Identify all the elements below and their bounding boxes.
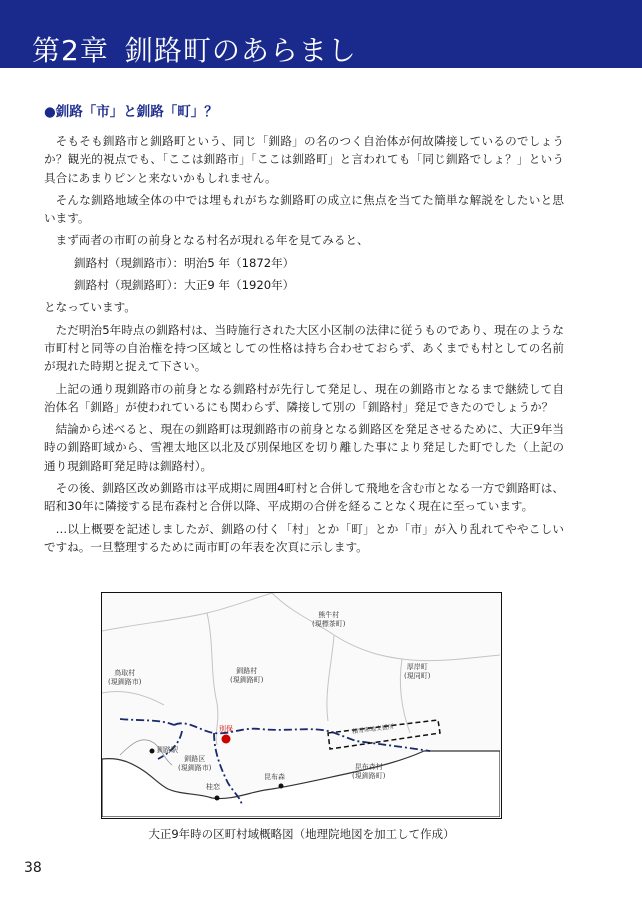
konbumori-marker [279, 784, 284, 789]
map-label-kushiro-village-line1: 釧路村 [236, 667, 258, 675]
katsuragi-marker [215, 796, 220, 801]
map-label-kushiro-ward [178, 755, 211, 773]
body-text [44, 132, 564, 556]
map-label-konbumori-village-line1: 昆布森村 [354, 763, 383, 771]
map-boundaries [102, 593, 500, 745]
map-label-kushiro-ward-line2: (現釧路市) [178, 764, 212, 772]
year-line-kushiro-city: 釧路村（現釧路市）：明治5 年（1872年） [74, 255, 295, 270]
district-map [101, 592, 502, 819]
coastline [102, 751, 500, 817]
map-label-tottori-line2: (現釧路市) [108, 678, 142, 686]
map-label-kushiro-village-line2: (現釧路町) [230, 676, 264, 684]
paragraph-4: となっています。 [44, 300, 136, 315]
map-label-office: 積雪寒地支援所 [351, 723, 395, 736]
paragraph-3: まず両者の市町の前身となる村名が現れる年を見てみると、 [55, 233, 369, 248]
map-drawing [102, 593, 500, 817]
chapter-title [32, 34, 357, 68]
paragraph-8: その後、釧路区改め釧路市は平成期に周囲4町村と合併して飛地を含む市となる一方で釧路町は、昭和30年に隣接する昆布森村と合併以降、平成期の合併を経ることなく現在に至っています。 [44, 481, 564, 514]
map-label-kushiro-station: 釧路駅 [157, 746, 178, 754]
map-label-konbumori-village [352, 763, 385, 781]
map-label-tottori-line1: 鳥取村 [114, 669, 136, 677]
map-label-shibecha-line2: (現標茶町) [312, 620, 346, 628]
map-label-kushiro-village [230, 667, 263, 685]
map-label-tottori [108, 669, 141, 687]
map-label-beppo: 別保 [219, 725, 233, 733]
map-label-katsuragi: 桂恋 [206, 783, 220, 791]
map-label-akkeshi-line1: 厚岸町 [406, 663, 428, 671]
map-label-akkeshi [404, 663, 430, 681]
paragraph-6: 上記の通り現釧路市の前身となる釧路村が先行して発足し、現在の釧路市となるまで継続して自治体名「釧路」が使われているにも関わらず、隣接して別の「釧路村」発足できたのでしょうか？ [44, 381, 564, 414]
chapter-name: 釧路町のあらまし [124, 34, 357, 67]
map-label-kushiro-ward-line1: 釧路区 [184, 755, 206, 763]
section-heading: ●釧路「市」と釧路「町」？ [44, 104, 218, 120]
map-label-akkeshi-line2: (現同町) [404, 672, 431, 680]
paragraph-5: ただ明治5年時点の釧路村は、当時施行された大区小区制の法律に従うものであり、現在のような市町村と同等の自治権を持つ区域としての性格は持ち合わせておらず、あくまでも村としての名前が現れた時期と捉えて下さい。 [44, 322, 564, 374]
paragraph-1: そもそも釧路市と釧路町という、同じ「釧路」の名のつく自治体が何故隣接しているのでしょうか？観光的視点でも、「ここは釧路市」「ここは釧路町」と言われても「同じ釧路でしょ？」という具合にあまりピンと来ないかもしれません。 [44, 134, 564, 185]
paragraph-7: 結論から述べると、現在の釧路町は現釧路市の前身となる釧路区を発足させるために、大正9年当時の釧路町域から、雪裡太地区以北及び別保地区を切り離した事により発足した町でした（上記の通り現釧路町発足時は釧路村）。 [44, 422, 564, 473]
year-line-kushiro-town: 釧路村（現釧路町）：大正9 年（1920年） [74, 278, 295, 293]
map-label-konbumori-village-line2: (現釧路町) [352, 772, 386, 780]
map-label-shibecha [312, 611, 345, 629]
map-label-shibecha-line1: 熊牛村 [318, 611, 340, 619]
page-number: 38 [24, 860, 42, 876]
beppo-marker [222, 735, 231, 744]
map-caption: 大正9年時の区町村域概略図（地理院地図を加工して作成） [148, 827, 455, 841]
chapter-number: 第2章 [32, 34, 109, 67]
map-label-konbumori: 昆布森 [264, 773, 285, 781]
paragraph-9: …以上概要を記述しましたが、釧路の付く「村」とか「町」とか「市」が入り乱れてややこしいですね。一旦整理するために両市町の年表を次頁に示します。 [44, 521, 564, 554]
paragraph-2: そんな釧路地域全体の中では埋もれがちな釧路町の成立に焦点を当てた簡単な解説をしたいと思います。 [44, 192, 564, 226]
kushiro-station-marker [150, 749, 155, 754]
